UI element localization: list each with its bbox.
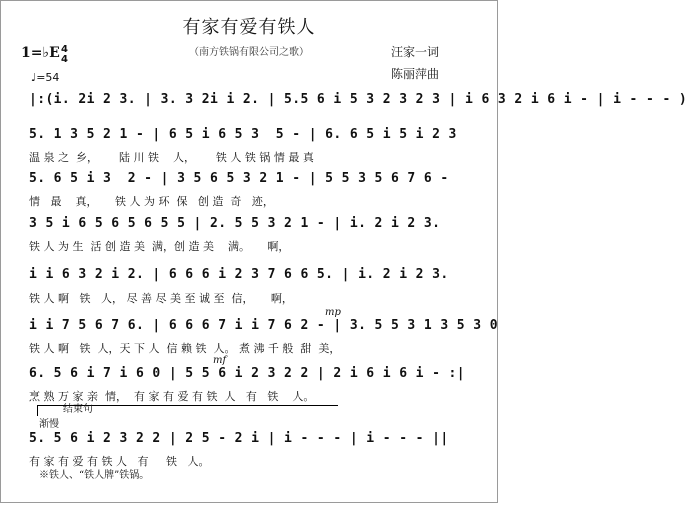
ending-label: 结束句	[63, 404, 93, 415]
score-row-3-notes: 5. 6 5 i 3 2 - | 3 5 6 5 3 2 1 - | 5 5 3 5 6 7 6 -	[29, 171, 449, 186]
dynamic-mf: mf	[213, 355, 227, 366]
score-row-7-notes: 6. 5 6 i 7 i 6 0 | 5 5 6 i 2 3 2 2 | 2 i 6 i 6 i - :|	[29, 366, 466, 381]
score-row-8-lyrics: 有 家 有 爱 有 铁 人 有 铁 人。	[29, 455, 210, 468]
composer: 陈丽萍曲	[391, 67, 440, 81]
score-row-7-lyrics: 烹 熟 万 家 亲 情， 有 家 有 爱 有 铁 人 有 铁 人。	[29, 390, 315, 403]
time-bottom: 4	[61, 54, 68, 65]
footnote: ※铁人、“铁人牌”铁锅。	[39, 470, 150, 481]
score-row-4-lyrics: 铁 人 为 生 活 创 造 美 满，创 造 美 满。 啊，	[29, 240, 290, 253]
lyricist: 汪家一词	[391, 45, 440, 59]
song-title: 有家有爱有铁人	[182, 17, 316, 38]
tempo-slow-mark: 渐慢	[39, 419, 59, 430]
score-row-1-notes: |:(i. 2i 2 3. | 3. 3 2i i 2. | 5.5 6 i 5 3 2 3 2 3 | i 6 3 2 i 6 i - | i - - - )	[29, 92, 687, 107]
key-signature: 1=♭E	[21, 45, 60, 61]
score-row-5-notes: i i 6 3 2 i 2. | 6 6 6 i 2 3 7 6 6 5. | i. 2 i 2 3.	[29, 267, 449, 282]
score-row-8-notes: 5. 5 6 i 2 3 2 2 | 2 5 - 2 i | i - - - | i - - - ||	[29, 431, 449, 446]
time-signature	[61, 45, 68, 65]
tempo-mark: ♩=54	[31, 71, 60, 84]
dynamic-mp: mp	[325, 307, 341, 318]
score-row-2-lyrics: 温 泉 之 乡， 陆 川 铁 人， 铁 人 铁 锅 情 最 真	[29, 151, 314, 164]
score-row-6-notes: i i 7 5 6 7 6. | 6 6 6 7 i i 7 6 2 - | 3. 5 5 3 1 3 5 3 0	[29, 318, 498, 333]
score-row-2-notes: 5. 1 3 5 2 1 - | 6 5 i 6 5 3 5 - | 6. 6 5 i 5 i 2 3	[29, 127, 457, 142]
score-row-4-notes: 3 5 i 6 5 6 5 6 5 5 | 2. 5 5 3 2 1 - | i. 2 i 2 3.	[29, 216, 441, 231]
score-row-5-lyrics: 铁 人 啊 铁 人， 尽 善 尽 美 至 诚 至 信， 啊，	[29, 292, 293, 305]
time-top: 4	[61, 44, 68, 55]
song-subtitle: （南方铁锅有限公司之歌）	[189, 47, 309, 58]
score-row-6-lyrics: 铁 人 啊 铁 人，天 下 人 信 赖 铁 人。 煮 沸 千 般 甜 美，	[29, 342, 341, 355]
score-row-3-lyrics: 情 最 真， 铁 人 为 环 保 创 造 奇 迹，	[29, 195, 274, 208]
